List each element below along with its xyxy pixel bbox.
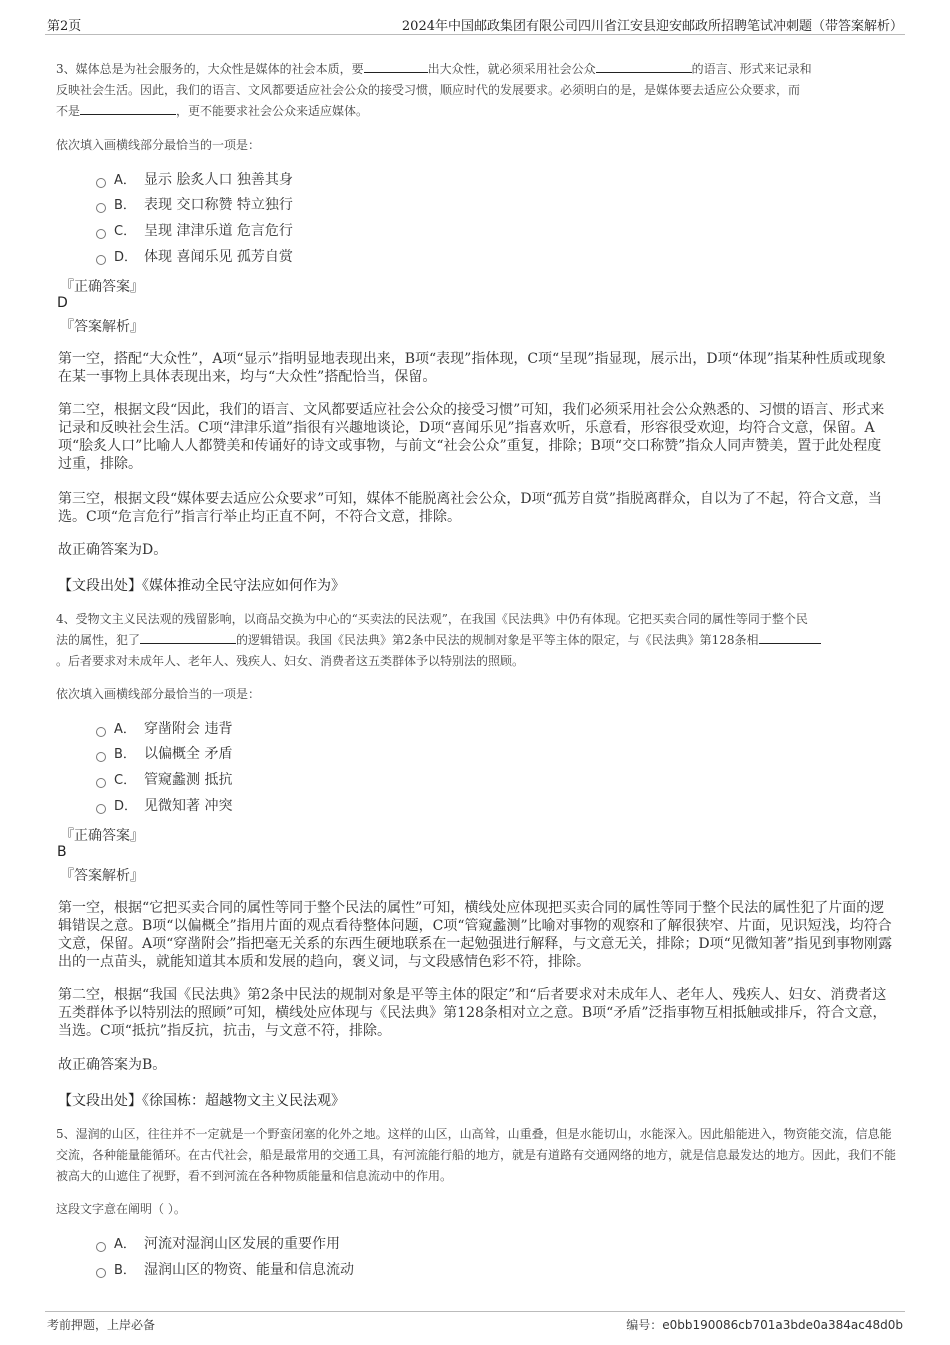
question-4-option-b[interactable]: B． 以偏概全 矛盾 [96,744,232,764]
analysis-label: 『答案解析』 [60,319,144,335]
question-3-analysis-1: 第一空，搭配“大众性”，A项“显示”指明显地表现出来，B项“表现”指体现，C项“呈现”指显现，展示出，D项“体现”指某种性质或现象在某一事物上具体表现出来，均与“大众性”搭配恰当，保留。 [58,351,886,385]
page-footer [45,1311,905,1334]
radio-icon[interactable] [96,229,106,239]
radio-icon[interactable] [96,1242,106,1252]
question-3-option-d[interactable]: D． 体现 喜闻乐见 孤芳自赏 [96,247,293,267]
blank-line [364,60,428,73]
question-3-prompt: 依次填入画横线部分最恰当的一项是： [56,138,261,152]
document-code: 编号：e0bb190086cb701a3bde0a384ac48d0b [626,1318,903,1332]
question-5-text: 5、湿润的山区，往往并不一定就是一个野蛮闭塞的化外之地。这样的山区，山高耸，山重叠，但是水能切山，水能深入。因此船能进入，物资能交流，信息能交流，各种能量能循环。在古代社会，船是最常用的交通工具，有河流能行船的地方，就是有道路有交通网络的地方，就是信息最发达的地方。因此，我们不能被高大的山遮住了视野，看不到河流在各种物质能量和信息流动中的作用。 [56,1127,897,1183]
question-4-option-c[interactable]: C． 管窥蠡测 抵抗 [96,770,232,790]
question-4-analysis-1: 第一空，根据“它把买卖合同的属性等同于整个民法的属性”可知，横线处应体现把买卖合同的属性等同于整个民法的属性犯了片面的逻辑错误之意。B项“以偏概全”指用片面的观点看待整体问题，C项“管窥蠡测”比喻对事物的观察和了解很狭窄、片面，见识短浅，均符合文意，保留。A项“穿凿附会”指把毫无关系的东西生硬地联系在一起勉强进行解释，与文意无关，排除；D项“见微知著”指见到事物刚露出的一点苗头，就能知道其本质和发展的趋向，褒义词，与文段感情色彩不符，排除。 [58,900,892,970]
radio-icon[interactable] [96,255,106,265]
question-3-option-b[interactable]: B． 表现 交口称赞 特立独行 [96,195,293,215]
question-4-option-d[interactable]: D． 见微知著 冲突 [96,796,232,816]
correct-answer-label: 『正确答案』 [60,279,144,295]
radio-icon[interactable] [96,778,106,788]
blank-line [596,60,692,73]
question-4-source: 【文段出处】《徐国栋：超越物文主义民法观》 [58,1093,345,1109]
question-3-analysis-2: 第二空，根据文段“因此，我们的语言、文风都要适应社会公众的接受习惯”可知，我们必须采用社会公众熟悉的、习惯的语言、形式来记录和反映社会生活。C项“津津乐道”指很有兴趣地谈论，D项“喜闻乐见”指喜欢听，乐意看，形容很受欢迎，均符合文意，保留。A项“脍炙人口”比喻人人都赞美和传诵好的诗文或事物，与前文“社会公众”重复，排除；B项“交口称赞”指众人同声赞美，置于此处程度过重，排除。 [58,402,885,472]
question-5-option-a[interactable]: A． 河流对湿润山区发展的重要作用 [96,1234,340,1254]
question-3-option-a[interactable]: A． 显示 脍炙人口 独善其身 [96,170,293,190]
radio-icon[interactable] [96,804,106,814]
radio-icon[interactable] [96,727,106,737]
question-4-answer: B [57,844,67,860]
footer-slogan: 考前押题，上岸必备 [47,1318,156,1332]
page-number: 第2页 [47,19,82,34]
question-4-option-a[interactable]: A． 穿凿附会 违背 [96,719,232,739]
radio-icon[interactable] [96,752,106,762]
correct-answer-label: 『正确答案』 [60,828,144,844]
question-5-option-b[interactable]: B． 湿润山区的物资、能量和信息流动 [96,1260,354,1280]
question-3-option-c[interactable]: C． 呈现 津津乐道 危言危行 [96,221,293,241]
radio-icon[interactable] [96,178,106,188]
radio-icon[interactable] [96,1268,106,1278]
blank-line [759,631,821,644]
question-5-prompt: 这段文字意在阐明（ ）。 [56,1202,186,1216]
question-3-answer: D [57,295,68,311]
question-4-text: 4、受物文主义民法观的残留影响，以商品交换为中心的“买卖法的民法观”，在我国《民法典》中仍有体现。它把买卖合同的属性等同于整个民 法的属性，犯了 的逻辑错误。我国《民法典》第2条中民法的规制对象是平等主体的限定，与《民法典》第128条相 。后者要求对未成年人、老年人、残疾人、妇女、消费者这五类群体予以特别法的照顾。 [56,609,898,672]
radio-icon[interactable] [96,203,106,213]
question-4-conclusion: 故正确答案为B。 [58,1057,167,1073]
question-3-analysis-3: 第三空，根据文段“媒体要去适应公众要求”可知，媒体不能脱离社会公众，D项“孤芳自赏”指脱离群众，自以为了不起，符合文意，当选。C项“危言危行”指言行举止均正直不阿，不符合文意，排除。 [58,491,882,525]
page-header [45,12,905,35]
blank-line [140,631,236,644]
question-3-conclusion: 故正确答案为D。 [58,542,168,558]
document-title: 2024年中国邮政集团有限公司四川省江安县迎安邮政所招聘笔试冲刺题（带答案解析） [401,19,903,34]
question-3-text: 3、媒体总是为社会服务的，大众性是媒体的社会本质，要 出大众性，就必须采用社会公众 的语言、形式来记录和 反映社会生活。因此，我们的语言、文风都要适应社会公众的接受习惯，顺应时代的发展要求。必须明白的是，是媒体要去适应公众要求，而 不是 ，更不能要求社会公众来适应媒体。 [56,62,812,118]
question-4-analysis-2: 第二空，根据“我国《民法典》第2条中民法的规制对象是平等主体的限定”和“后者要求对未成年人、老年人、残疾人、妇女、消费者这五类群体予以特别法的照顾”可知，横线处应体现与《民法典》第128条相对立之意。B项“矛盾”泛指事物互相抵触或排斥，符合文意，当选。C项“抵抗”指反抗，抗击，与文意不符，排除。 [58,987,887,1039]
question-3-source: 【文段出处】《媒体推动全民守法应如何作为》 [58,578,345,594]
blank-line [80,102,176,115]
analysis-label: 『答案解析』 [60,868,144,884]
question-4-prompt: 依次填入画横线部分最恰当的一项是： [56,687,261,701]
